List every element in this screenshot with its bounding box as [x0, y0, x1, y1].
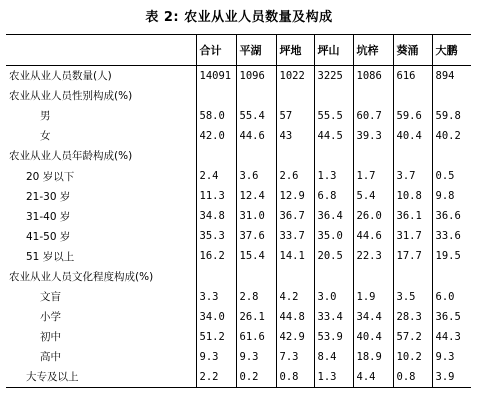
table-row	[6, 327, 471, 347]
table-row	[6, 246, 471, 266]
table-row	[6, 206, 471, 226]
table-cell: 3.6	[236, 166, 276, 186]
table-cell: 17.7	[393, 246, 432, 266]
table-row	[6, 186, 471, 206]
table-cell: 44.6	[353, 226, 393, 246]
table-cell: 59.6	[393, 106, 432, 126]
table-cell: 34.0	[196, 307, 236, 327]
table-cell: 9.3	[432, 347, 471, 367]
table-row	[6, 86, 471, 106]
table-cell: 60.7	[353, 106, 393, 126]
table-cell: 40.4	[393, 126, 432, 146]
table-cell: 16.2	[196, 246, 236, 266]
table-cell: 4.4	[353, 367, 393, 387]
table-cell: 43	[276, 126, 314, 146]
table-cell: 36.1	[393, 206, 432, 226]
table-cell: 9.3	[196, 347, 236, 367]
table-cell: 3.9	[432, 367, 471, 387]
table-cell: 2.4	[196, 166, 236, 186]
row-label: 男	[40, 110, 51, 123]
table-cell: 8.4	[314, 347, 353, 367]
table-cell: 616	[393, 66, 432, 86]
table-cell: 0.8	[276, 367, 314, 387]
table-cell: 1096	[236, 66, 276, 86]
table-cell: 894	[432, 66, 471, 86]
row-label: 31-40 岁	[26, 210, 71, 223]
data-table	[6, 34, 471, 388]
table-cell: 19.5	[432, 246, 471, 266]
row-label: 女	[40, 130, 51, 143]
table-cell: 9.3	[236, 347, 276, 367]
column-header-blank	[6, 35, 196, 66]
table-cell: 35.3	[196, 226, 236, 246]
table-cell: 10.8	[393, 186, 432, 206]
table-cell: 42.0	[196, 126, 236, 146]
table-cell: 57.2	[393, 327, 432, 347]
table-cell: 36.4	[314, 206, 353, 226]
table-cell: 0.5	[432, 166, 471, 186]
table-cell: 2.8	[236, 287, 276, 307]
table-cell	[196, 266, 236, 286]
row-label: 51 岁以上	[26, 250, 75, 263]
table-cell	[236, 266, 276, 286]
table-cell: 18.9	[353, 347, 393, 367]
table-cell: 40.2	[432, 126, 471, 146]
table-cell: 37.6	[236, 226, 276, 246]
column-header-pingdi: 坪地	[276, 35, 314, 66]
row-label: 初中	[40, 331, 61, 344]
row-label: 41-50 岁	[26, 230, 71, 243]
table-row	[6, 226, 471, 246]
table-cell: 36.5	[432, 307, 471, 327]
table-cell: 33.7	[276, 226, 314, 246]
table-cell: 10.2	[393, 347, 432, 367]
table-row	[6, 266, 471, 286]
table-cell	[353, 86, 393, 106]
table-cell	[432, 86, 471, 106]
table-cell: 44.6	[236, 126, 276, 146]
table-cell: 31.0	[236, 206, 276, 226]
table-cell	[314, 266, 353, 286]
row-label: 高中	[40, 351, 61, 364]
table-cell	[353, 146, 393, 166]
table-cell: 3.7	[393, 166, 432, 186]
table-cell: 33.6	[432, 226, 471, 246]
table-cell: 14091	[196, 66, 236, 86]
table-cell: 12.4	[236, 186, 276, 206]
table-cell: 44.5	[314, 126, 353, 146]
table-cell: 14.1	[276, 246, 314, 266]
row-label: 20 岁以下	[26, 170, 75, 183]
table-row	[6, 307, 471, 327]
table-row	[6, 166, 471, 186]
table-cell: 44.8	[276, 307, 314, 327]
table-cell	[314, 86, 353, 106]
table-cell: 9.8	[432, 186, 471, 206]
table-cell: 4.2	[276, 287, 314, 307]
table-body	[6, 66, 471, 388]
table-cell: 58.0	[196, 106, 236, 126]
table-cell	[196, 146, 236, 166]
row-label: 小学	[40, 311, 61, 324]
table-cell	[276, 146, 314, 166]
table-cell	[314, 146, 353, 166]
table-row	[6, 347, 471, 367]
row-label: 农业从业人员文化程度构成(%)	[9, 270, 154, 283]
table-cell: 2.2	[196, 367, 236, 387]
table-cell: 6.0	[432, 287, 471, 307]
column-header-kengzi: 坑梓	[353, 35, 393, 66]
table-cell: 3.3	[196, 287, 236, 307]
column-header-total: 合计	[196, 35, 236, 66]
table-cell: 1.9	[353, 287, 393, 307]
table-row	[6, 126, 471, 146]
table-cell: 15.4	[236, 246, 276, 266]
column-header-dapeng: 大鹏	[432, 35, 471, 66]
table-cell: 1.3	[314, 166, 353, 186]
row-label: 大专及以上	[6, 367, 196, 387]
table-cell: 28.3	[393, 307, 432, 327]
row-label: 农业从业人员年龄构成(%)	[9, 150, 133, 163]
table-cell	[393, 266, 432, 286]
table-cell	[236, 146, 276, 166]
table-cell: 55.4	[236, 106, 276, 126]
table-cell: 12.9	[276, 186, 314, 206]
table-cell: 42.9	[276, 327, 314, 347]
table-row	[6, 367, 471, 387]
table-cell: 36.7	[276, 206, 314, 226]
table-row	[6, 287, 471, 307]
table-cell: 1.3	[314, 367, 353, 387]
table-cell	[432, 266, 471, 286]
table-cell: 3.5	[393, 287, 432, 307]
table-cell	[432, 146, 471, 166]
table-cell	[393, 86, 432, 106]
table-cell: 61.6	[236, 327, 276, 347]
table-cell: 1.7	[353, 166, 393, 186]
table-cell: 59.8	[432, 106, 471, 126]
table-cell	[276, 266, 314, 286]
table-row	[6, 106, 471, 126]
table-cell: 0.8	[393, 367, 432, 387]
table-cell: 57	[276, 106, 314, 126]
table-cell: 34.4	[353, 307, 393, 327]
table-cell: 36.6	[432, 206, 471, 226]
table-cell: 26.1	[236, 307, 276, 327]
table-title: 表 2: 农业从业人员数量及构成	[145, 10, 333, 25]
table-cell: 31.7	[393, 226, 432, 246]
table-cell: 26.0	[353, 206, 393, 226]
column-header-kuichong: 葵涌	[393, 35, 432, 66]
table-cell: 51.2	[196, 327, 236, 347]
table-cell	[196, 86, 236, 106]
table-cell: 55.5	[314, 106, 353, 126]
row-label: 农业从业人员性别构成(%)	[9, 90, 133, 103]
table-cell: 3225	[314, 66, 353, 86]
table-row	[6, 146, 471, 166]
table-cell: 35.0	[314, 226, 353, 246]
table-cell: 2.6	[276, 166, 314, 186]
table-cell	[393, 146, 432, 166]
table-cell: 1022	[276, 66, 314, 86]
table-cell	[276, 86, 314, 106]
table-cell: 44.3	[432, 327, 471, 347]
table-cell: 3.0	[314, 287, 353, 307]
table-cell: 6.8	[314, 186, 353, 206]
row-label: 文盲	[40, 291, 61, 304]
table-cell: 53.9	[314, 327, 353, 347]
table-cell: 22.3	[353, 246, 393, 266]
row-label: 农业从业人员数量(人)	[9, 70, 112, 83]
table-cell: 1086	[353, 66, 393, 86]
table-cell: 7.3	[276, 347, 314, 367]
table-cell: 0.2	[236, 367, 276, 387]
header-row	[6, 35, 471, 66]
table-cell: 11.3	[196, 186, 236, 206]
column-header-pingshan: 坪山	[314, 35, 353, 66]
table-cell: 20.5	[314, 246, 353, 266]
table-cell: 34.8	[196, 206, 236, 226]
table-cell	[236, 86, 276, 106]
table-cell	[353, 266, 393, 286]
table-cell: 39.3	[353, 126, 393, 146]
table-row	[6, 66, 471, 86]
table-cell: 33.4	[314, 307, 353, 327]
column-header-pinghu: 平湖	[236, 35, 276, 66]
table-cell: 5.4	[353, 186, 393, 206]
table-cell: 40.4	[353, 327, 393, 347]
row-label: 21-30 岁	[26, 190, 71, 203]
